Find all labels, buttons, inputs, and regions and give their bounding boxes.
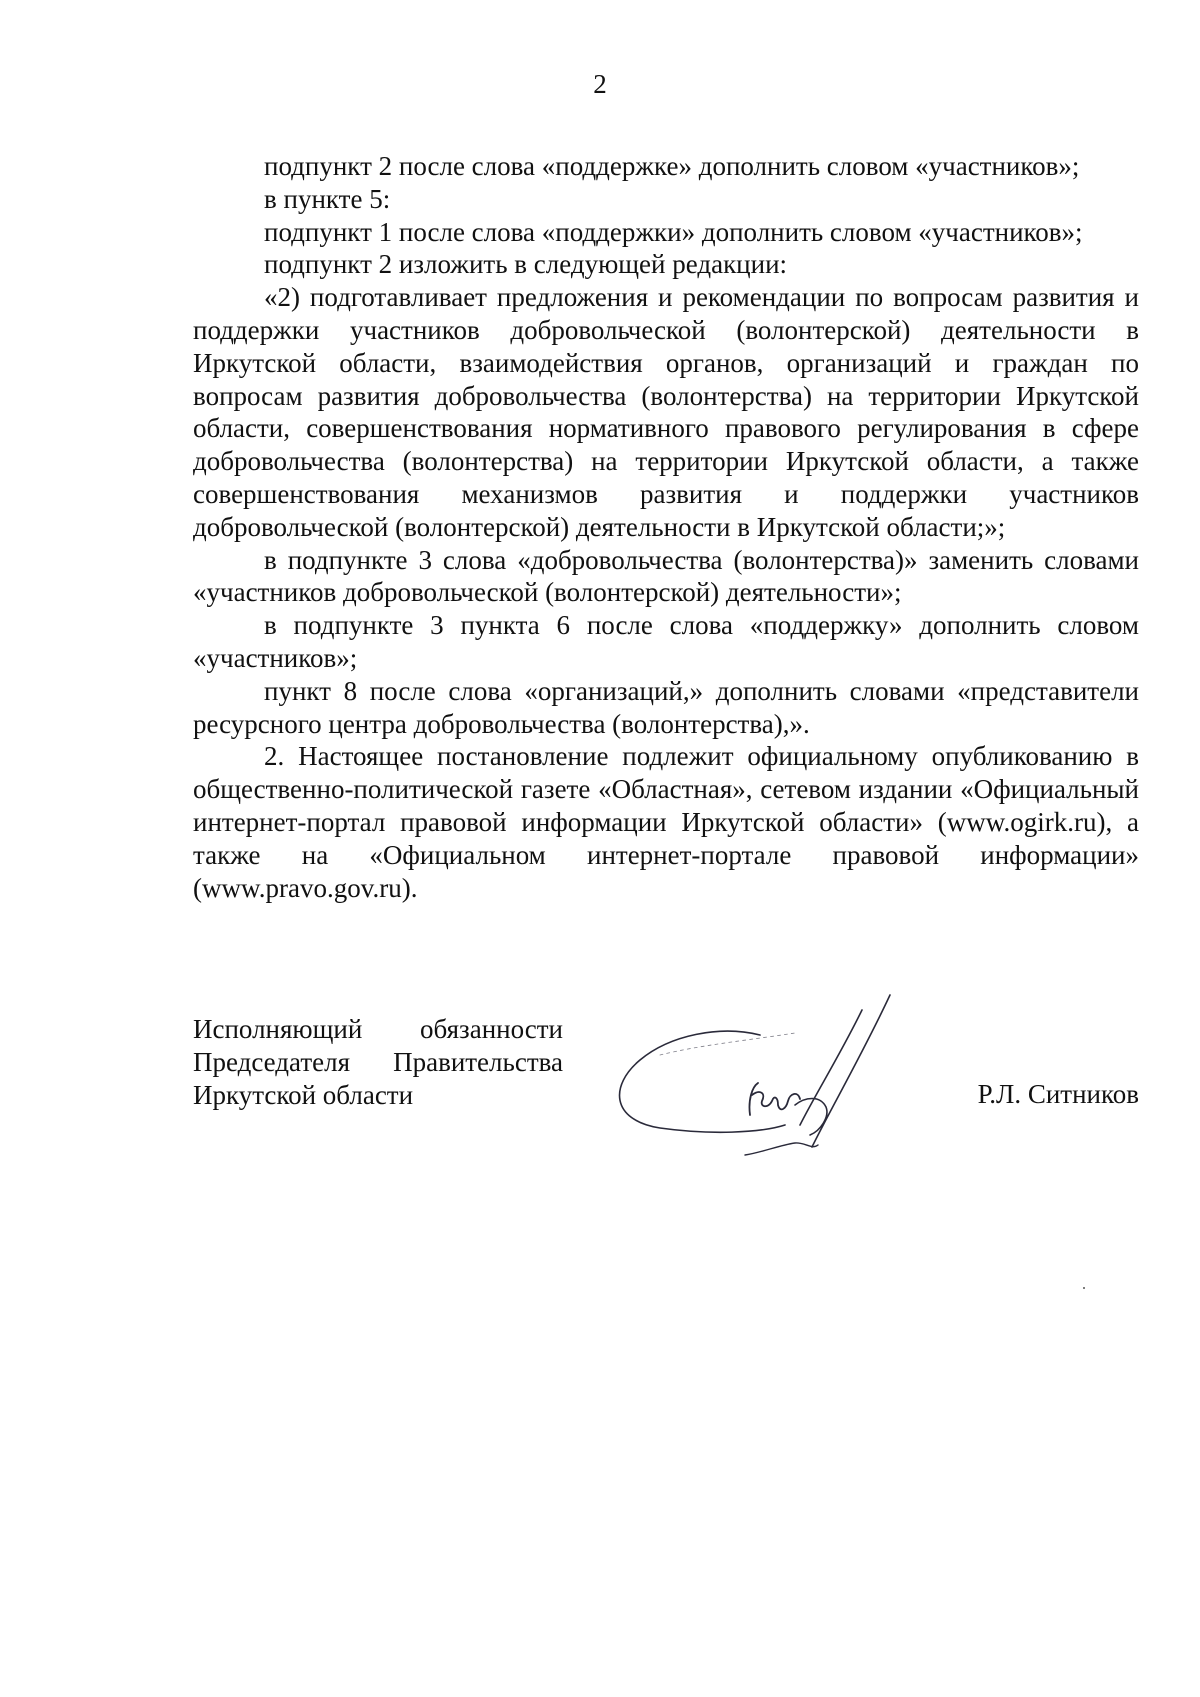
signatory-position [193,1013,563,1112]
scan-speck [1083,1287,1085,1289]
paragraph-subitem-3-replacement: в подпункте 3 слова «добровольчества (волонтерства)» заменить словами «участников добровольческой (волонтерской) деятельности»; [193,544,1139,608]
paragraph-subitem-2-new-wording: подпункт 2 изложить в следующей редакции: [264,249,788,280]
paragraph-amendment-subitem-2: подпункт 2 после слова «поддержке» дополнить словом «участников»; [264,151,1080,181]
signatory-position-line: Иркутской области [193,1080,414,1110]
document-body [193,150,1139,904]
signatory-position-line: Председателя Правительства [193,1047,563,1077]
paragraph-quoted-subitem-2: «2) подготавливает предложения и рекомендации по вопросам развития и поддержки участников добровольческой (волонтерской) деятельности в Иркутской области, взаимодействия органов, организаций и граждан по вопросам развития добровольчества (волонтерства) на территории Иркутской области, совершенствования нормативного правового регулирования в сфере добровольчества (волонтерства) на территории Иркутской области, а также совершенствования механизмов развития и поддержки участников добровольческой (волонтерской) деятельности в Иркутской области;»; [193,282,1139,542]
paragraph-publication-clause: 2. Настоящее постановление подлежит официальному опубликованию в общественно-политической газете «Областная», сетевом издании «Официальный интернет-портал правовой информации Иркутской области» (www.ogirk.ru), а также на «Официальном интернет-портале правовой информации» (www.pravo.gov.ru). [193,741,1139,903]
signatory-position-line: Исполняющий обязанности [193,1014,563,1044]
signatory-name: Р.Л. Ситников [977,1079,1139,1109]
paragraph-item-6-amendment: в подпункте 3 пункта 6 после слова «поддержку» дополнить словом «участников»; [193,610,1139,673]
paragraph-item-8-amendment: пункт 8 после слова «организаций,» дополнить словами «представители ресурсного центра добровольчества (волонтерства),». [193,675,1139,739]
handwritten-signature [600,985,940,1165]
page-number: 2 [593,69,607,99]
paragraph-item-5-heading: в пункте 5: [264,183,391,214]
paragraph-amendment-subitem-1: подпункт 1 после слова «поддержки» дополнить словом «участников»; [264,216,1083,247]
